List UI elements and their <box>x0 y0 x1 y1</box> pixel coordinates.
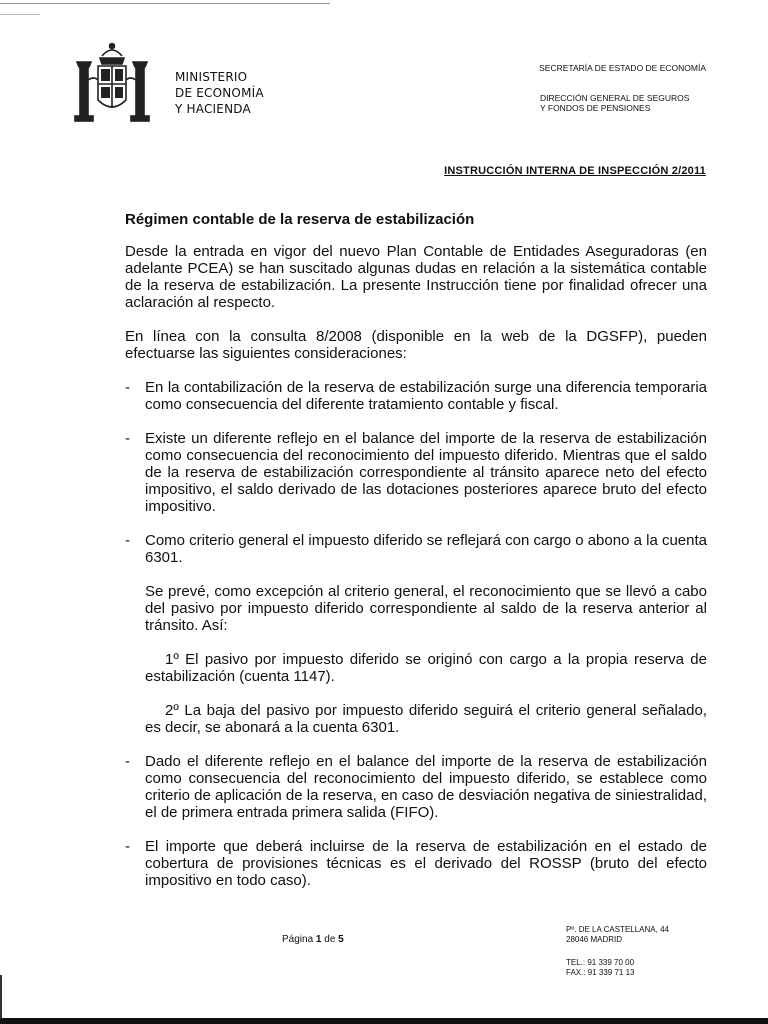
page-prefix: Página <box>282 934 316 945</box>
bullet-text: El importe que deberá incluirse de la reserva de estabilización en el estado de cobertura de provisiones técnicas es el derivado del ROSSP (bruto del efecto impositivo en todo caso). <box>145 838 707 889</box>
list-item <box>125 753 707 821</box>
document-title: Régimen contable de la reserva de estabilización <box>125 211 475 228</box>
bullet-dash: - <box>125 379 130 396</box>
bullet-dash: - <box>125 753 130 770</box>
exception-paragraph: Se prevé, como excepción al criterio general, el reconocimiento que se llevó a cabo del pasivo por impuesto diferido correspondiente al saldo de la reserva anterior al tránsito. Así: <box>145 583 707 634</box>
ministry-line: DE ECONOMÍA <box>175 86 264 100</box>
scan-bottom-edge <box>0 1018 768 1024</box>
address-line: Pº. DE LA CASTELLANA, 44 <box>566 925 669 934</box>
footer-address <box>566 925 669 944</box>
bullet-text: Existe un diferente reflejo en el balance del importe de la reserva de estabilización como consecuencia del reconocimiento del impuesto diferido. Mientras que el saldo de la reserva de estabilización correspondiente al tránsito aparece neto del efecto impositivo, el saldo derivado de las dotaciones posteriores aparece bruto del efecto impositivo. <box>145 430 707 515</box>
numbered-item: 2º La baja del pasivo por impuesto diferido seguirá el criterio general señalado, es decir, se abonará a la cuenta 6301. <box>145 702 707 736</box>
consulta-paragraph: En línea con la consulta 8/2008 (disponible en la web de la DGSFP), pueden efectuarse las siguientes consideraciones: <box>125 328 707 362</box>
list-item <box>125 379 707 413</box>
bullet-dash: - <box>125 430 130 447</box>
list-item <box>125 430 707 515</box>
intro-paragraph: Desde la entrada en vigor del nuevo Plan Contable de Entidades Aseguradoras (en adelante PCEA) se han suscitado algunas dudas en relación a la sistemática contable de la reserva de estabilización. La presente Instrucción tiene por finalidad ofrecer una aclaración al respecto. <box>125 243 707 311</box>
bullet-text: Como criterio general el impuesto diferido se reflejará con cargo o abono a la cuenta 6301. <box>145 532 707 566</box>
page-total: 5 <box>338 934 344 945</box>
bullet-dash: - <box>125 532 130 549</box>
direccion-line: Y FONDOS DE PENSIONES <box>540 103 651 113</box>
fax: FAX.: 91 339 71 13 <box>566 967 635 977</box>
document-body <box>125 211 707 906</box>
bullet-dash: - <box>125 838 130 855</box>
numbered-item: 1º El pasivo por impuesto diferido se originó con cargo a la propia reserva de estabilización (cuenta 1147). <box>145 651 707 685</box>
page-of: de <box>321 934 339 945</box>
scan-left-edge <box>0 975 2 1024</box>
coat-of-arms-icon <box>72 40 152 124</box>
scan-top-line <box>0 3 330 4</box>
page-number <box>282 934 344 945</box>
direccion-line: DIRECCIÓN GENERAL DE SEGUROS <box>540 93 690 103</box>
instruction-code: INSTRUCCIÓN INTERNA DE INSPECCIÓN 2/2011 <box>444 165 706 177</box>
address-line: 28046 MADRID <box>566 934 623 944</box>
list-item <box>125 532 707 566</box>
secretaria-label: SECRETARÍA DE ESTADO DE ECONOMÍA <box>539 63 706 73</box>
scan-top-line-short <box>0 14 40 15</box>
bullet-text: En la contabilización de la reserva de estabilización surge una diferencia temporaria como consecuencia del diferente tratamiento contable y fiscal. <box>145 379 707 413</box>
footer-contact <box>566 958 635 977</box>
list-item <box>125 838 707 889</box>
ministry-line: Y HACIENDA <box>175 102 251 116</box>
page-current: 1 <box>315 934 322 945</box>
direccion-general <box>540 93 689 113</box>
ministry-line: MINISTERIO <box>175 70 248 84</box>
bullet-text: Dado el diferente reflejo en el balance del importe de la reserva de estabilización como consecuencia del reconocimiento del impuesto diferido, se establece como criterio de aplicación de la reserva, en caso de desviación negativa de siniestralidad, el de primera entrada primera salida (FIFO). <box>145 753 707 821</box>
telephone: TEL.: 91 339 70 00 <box>566 958 635 967</box>
ministry-name <box>175 69 264 117</box>
